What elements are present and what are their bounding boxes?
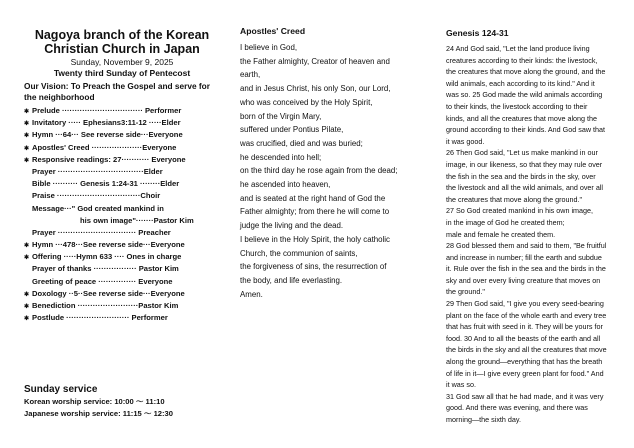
order-item-text: Responsive readings: 27··········· Everyone bbox=[32, 154, 186, 164]
genesis-line: the creatures that move along the ground." bbox=[446, 194, 583, 204]
genesis-line: sky and over every living creature that moves on bbox=[446, 275, 601, 285]
apostles-creed-text bbox=[240, 41, 434, 301]
asterisk-icon: ✱ bbox=[24, 145, 30, 152]
asterisk-icon: ✱ bbox=[24, 255, 30, 262]
order-item-text: Invitatory ····· Ephesians3:11-12 ·····Elder bbox=[32, 118, 181, 128]
apostles-creed-column bbox=[240, 0, 434, 301]
order-item bbox=[24, 178, 220, 190]
creed-line: Amen. bbox=[240, 289, 263, 299]
creed-line: I believe in God, bbox=[240, 43, 298, 52]
genesis-line: 26 Then God said, "Let us make mankind in our bbox=[446, 148, 598, 158]
order-item-text: Apostles' Creed ····················Everyone bbox=[32, 142, 177, 152]
order-item bbox=[24, 117, 220, 129]
genesis-line: it was good. bbox=[446, 136, 485, 146]
asterisk-icon: ✱ bbox=[24, 121, 30, 128]
sunday-service-info bbox=[24, 383, 224, 420]
genesis-line: in the image of God he created them; bbox=[446, 217, 565, 227]
genesis-line: of life in it—I give every green plant for food." And bbox=[446, 368, 604, 378]
genesis-line: 27 So God created mankind in his own image, bbox=[446, 206, 594, 216]
korean-service-time: Korean worship service: 10:00 〜 11:10 bbox=[24, 397, 165, 406]
asterisk-icon: ✱ bbox=[24, 157, 30, 164]
genesis-line: and increase in number; fill the earth and subdue bbox=[446, 252, 602, 262]
order-item bbox=[24, 215, 220, 227]
order-item bbox=[24, 312, 220, 324]
order-item-text: Prayer ··································Elder bbox=[32, 166, 163, 176]
creed-line: he descended into hell; bbox=[240, 152, 322, 162]
order-item bbox=[24, 105, 220, 117]
genesis-line: good. And there was evening, and there was bbox=[446, 403, 588, 413]
genesis-line: to their kinds, the livestock according to their bbox=[446, 101, 588, 111]
order-item bbox=[24, 129, 220, 141]
creed-line: I believe in the Holy Spirit, the holy catholic bbox=[240, 234, 390, 244]
genesis-line: 29 Then God said, "I give you every seed-bearing bbox=[446, 299, 604, 309]
genesis-line: creatures according to their kinds: the livestock, bbox=[446, 55, 598, 65]
creed-line: and in Jesus Christ, his only Son, our Lord, bbox=[240, 84, 391, 94]
creed-line: the Father almighty, Creator of heaven and bbox=[240, 56, 390, 66]
japanese-service-time: Japanese worship service: 11:15 〜 12:30 bbox=[24, 409, 174, 418]
asterisk-icon: ✱ bbox=[24, 291, 30, 298]
service-date: Sunday, November 9, 2025 bbox=[70, 57, 174, 67]
order-item-text: Doxology ··5··See reverse side···Everyone bbox=[32, 288, 185, 298]
asterisk-icon: ✱ bbox=[24, 304, 30, 310]
order-item-text: Offering ·····Hymn 633 ···· Ones in charge bbox=[32, 252, 182, 262]
creed-line: the forgiveness of sins, the resurrection of bbox=[240, 262, 387, 272]
genesis-line: the ground." bbox=[446, 287, 485, 297]
vision-line1: Our Vision: To Preach the Gospel and serve for bbox=[24, 81, 210, 91]
sunday-service-heading: Sunday service bbox=[24, 384, 98, 395]
genesis-line: the birds in the sky and all the creatures that move bbox=[446, 345, 607, 355]
creed-line: on the third day he rose again from the dead; bbox=[240, 166, 398, 176]
genesis-line: it. Rule over the fish in the sea and the birds in the bbox=[446, 264, 606, 274]
church-title-line1: Nagoya branch of the Korean bbox=[34, 28, 210, 42]
vision-line2: the neighborhood bbox=[24, 92, 95, 102]
creed-line: he ascended into heaven, bbox=[240, 180, 331, 190]
genesis-heading: Genesis 124-31 bbox=[446, 28, 509, 38]
genesis-line: 31 God saw all that he had made, and it was very bbox=[446, 391, 604, 401]
creed-line: was crucified, died and was buried; bbox=[240, 138, 363, 148]
order-item bbox=[24, 239, 220, 251]
apostles-creed-heading: Apostles' Creed bbox=[240, 26, 306, 36]
asterisk-icon: ✱ bbox=[24, 133, 30, 140]
order-item bbox=[24, 227, 220, 239]
genesis-line: male and female he created them. bbox=[446, 229, 556, 239]
order-item bbox=[24, 288, 220, 300]
church-title-line2: Christian Church in Japan bbox=[44, 42, 200, 56]
creed-line: earth, bbox=[240, 70, 261, 80]
genesis-line: that has fruit with seed in it. They will be yours for bbox=[446, 322, 603, 332]
order-item bbox=[24, 251, 220, 263]
order-item bbox=[24, 190, 220, 202]
genesis-text bbox=[446, 43, 626, 426]
order-item bbox=[24, 166, 220, 178]
genesis-line: 24 And God said, "Let the land produce living bbox=[446, 44, 590, 53]
creed-line: born of the Virgin Mary, bbox=[240, 111, 322, 121]
asterisk-icon: ✱ bbox=[24, 109, 30, 115]
genesis-line: plant on the face of the whole earth and every tree bbox=[446, 310, 607, 320]
asterisk-icon: ✱ bbox=[24, 316, 30, 323]
creed-line: and is seated at the right hand of God the bbox=[240, 193, 386, 203]
order-item-text: Benediction ························Pastor Kim bbox=[32, 301, 179, 310]
order-item-text: Hymn ···64··· See reverse side···Everyone bbox=[32, 130, 183, 140]
creed-line: the body, and life everlasting. bbox=[240, 275, 343, 285]
creed-line: judge the living and the dead. bbox=[240, 221, 344, 231]
genesis-line: the livestock and all the wild animals, and over all bbox=[446, 183, 604, 193]
order-item-text: Bible ·········· Genesis 1:24-31 ········Elder bbox=[32, 179, 180, 189]
genesis-line: it was so. bbox=[446, 380, 476, 390]
order-of-worship-list bbox=[24, 105, 220, 324]
order-item bbox=[24, 263, 220, 275]
order-item-text: Hymn ···478···See reverse side···Everyone bbox=[32, 240, 185, 250]
genesis-line: morning—the sixth day. bbox=[446, 415, 521, 424]
order-item-text: Message···" God created mankind in bbox=[32, 203, 164, 213]
order-item bbox=[24, 154, 220, 166]
creed-line: Church, the communion of saints, bbox=[240, 248, 358, 258]
order-item bbox=[24, 142, 220, 154]
creed-line: Father almighty; from there he will come to bbox=[240, 207, 390, 217]
genesis-line: wild animals, each according to its kind." And it bbox=[446, 78, 595, 88]
order-of-worship-column bbox=[24, 0, 220, 324]
genesis-line: the creatures that move along the ground, and the bbox=[446, 67, 606, 77]
creed-line: suffered under Pontius Pilate, bbox=[240, 125, 344, 135]
order-item-text: Prayer of thanks ················· Pastor Kim bbox=[32, 264, 179, 274]
order-item-text: Prayer ······························· Preacher bbox=[32, 227, 171, 237]
order-item bbox=[24, 276, 220, 288]
creed-line: who was conceived by the Holy Spirit, bbox=[240, 97, 373, 107]
genesis-line: was so. 25 God made the wild animals according bbox=[446, 90, 603, 100]
order-item-text: Praise ·································Choir bbox=[32, 191, 161, 201]
order-item bbox=[24, 300, 220, 312]
order-item bbox=[24, 203, 220, 215]
genesis-column bbox=[446, 0, 626, 426]
order-item-text: Postlude ························· Performer bbox=[32, 313, 168, 323]
order-item-text: Prelude ································ Performer bbox=[32, 106, 182, 115]
genesis-line: ground according to their kinds. And God saw that bbox=[446, 125, 606, 135]
genesis-line: image, in our likeness, so that they may rule over bbox=[446, 159, 603, 169]
genesis-line: along the ground—everything that has the breath bbox=[446, 357, 603, 367]
order-item-text: Greeting of peace ··············· Everyone bbox=[32, 276, 173, 286]
asterisk-icon: ✱ bbox=[24, 243, 30, 250]
genesis-line: the fish in the sea and the birds in the sky, over bbox=[446, 171, 596, 181]
genesis-line: kinds, and all the creatures that move along the bbox=[446, 113, 598, 123]
liturgical-sunday: Twenty third Sunday of Pentecost bbox=[53, 68, 191, 78]
genesis-line: food. 30 And to all the beasts of the earth and all bbox=[446, 333, 601, 343]
order-item-text: his own image"·······Pastor Kim bbox=[80, 215, 194, 225]
genesis-line: 28 God blessed them and said to them, "Be fruitful bbox=[446, 241, 607, 251]
